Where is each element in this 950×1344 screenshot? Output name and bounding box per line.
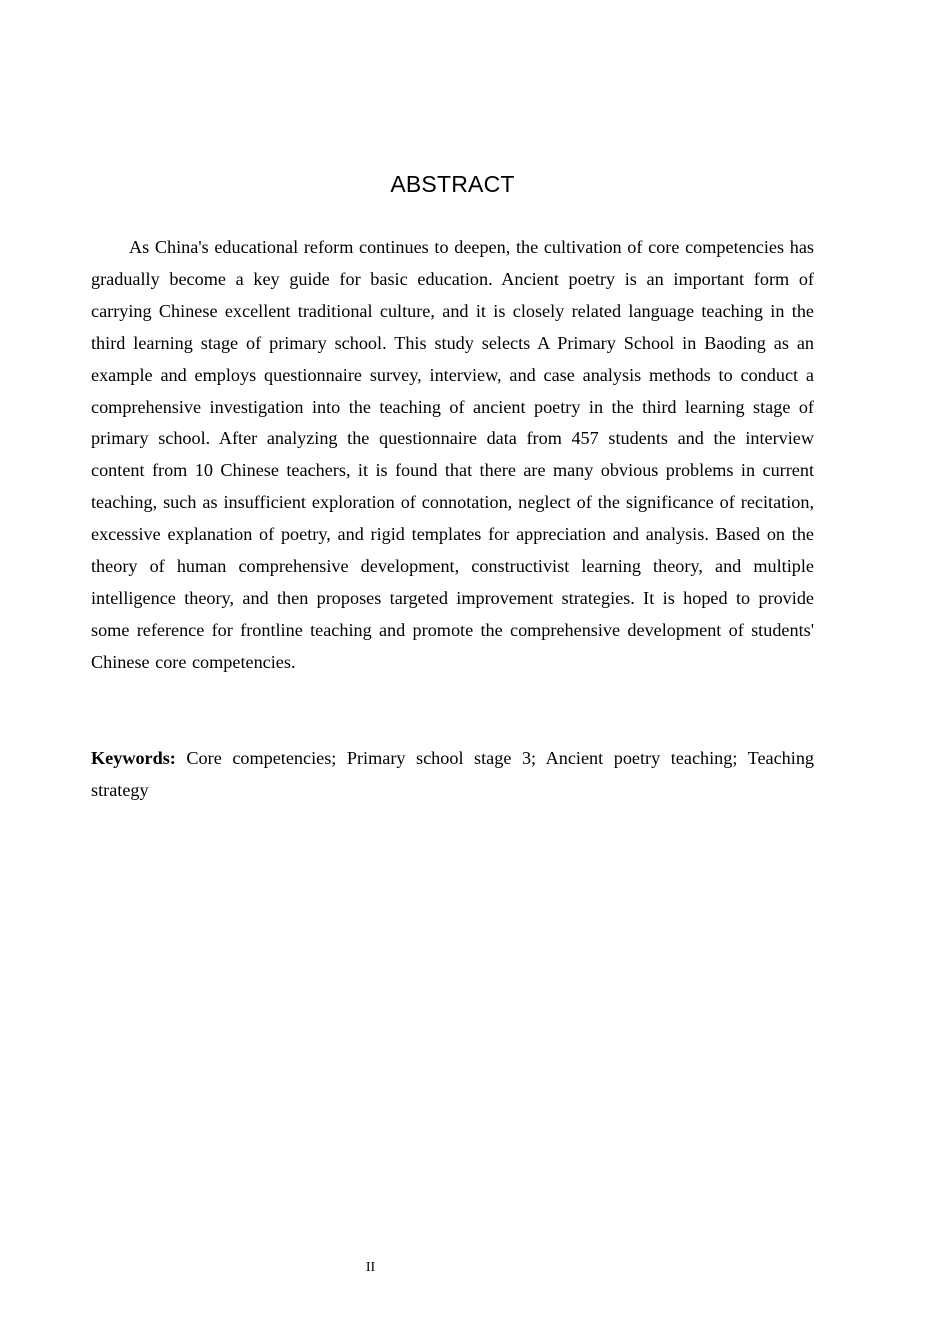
abstract-body: As China's educational reform continues to deepen, the cultivation of core competencies has gradually become a key guide for basic education. Ancient poetry is an important form of carrying Chinese excellent traditional culture, and it is closely related language teaching in the third learning stage of primary school. This study selects A Primary School in Baoding as an example and employs questionnaire survey, interview, and case analysis methods to conduct a comprehensive investigation into the teaching of ancient poetry in the third learning stage of primary school. After analyzing the questionnaire data from 457 students and the interview content from 10 Chinese teachers, it is found that there are many obvious problems in current teaching, such as insufficient exploration of connotation, neglect of the significance of recitation, excessive explanation of poetry, and rigid templates for appreciation and analysis. Based on the theory of human comprehensive development, constructivist learning theory, and multiple intelligence theory, and then proposes targeted improvement strategies. It is hoped to provide some reference for frontline teaching and promote the comprehensive development of students' Chinese core competencies. <box>91 237 814 672</box>
keywords-text: Core competencies; Primary school stage 3; Ancient poetry teaching; Teaching strategy <box>91 748 815 800</box>
page-title: ABSTRACT <box>390 171 515 197</box>
page-number: II <box>365 1260 376 1275</box>
keywords-label: Keywords: <box>91 748 176 768</box>
keywords-paragraph <box>91 743 814 807</box>
